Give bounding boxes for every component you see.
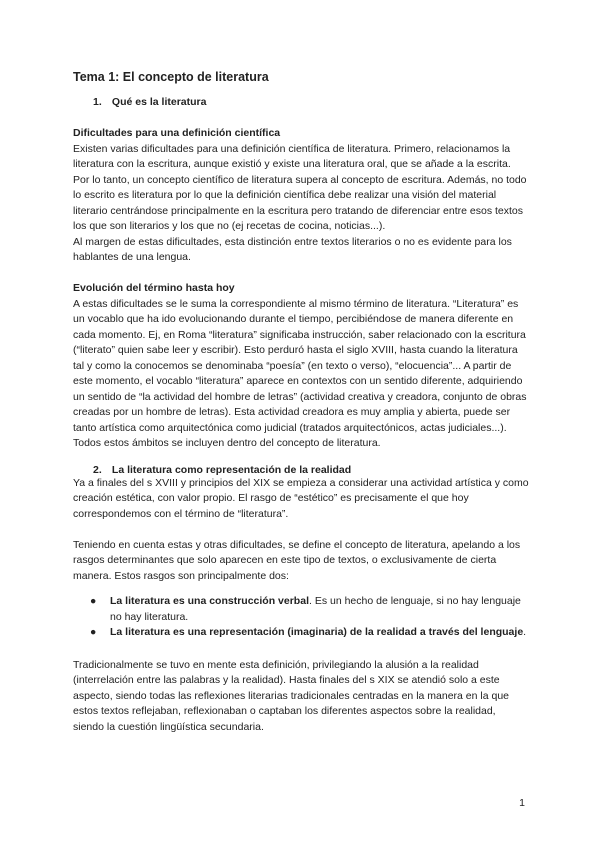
section-2-title: La literatura como representación de la realidad: [111, 463, 352, 476]
section-2-heading: [93, 464, 529, 476]
page-number: 1: [519, 797, 525, 809]
section-1-number: 1.: [93, 96, 102, 108]
spacer: [73, 522, 529, 538]
section-1-title: Qué es la literatura: [111, 96, 207, 108]
spacer: [73, 452, 529, 464]
bullet-list: [73, 594, 529, 641]
bullet-icon: ●: [90, 595, 97, 607]
list-item: [73, 594, 529, 625]
paragraph-representacion-1: Ya a finales del s XVIII y principios del XIX se empieza a considerar una actividad artística y como creación estética, con valor propio. El rasgo de “estético” es precisamente el que hoy correspondemos con el término de “literatura”.: [73, 476, 529, 520]
bullet-icon: ●: [90, 626, 97, 638]
page-title: Tema 1: El concepto de literatura: [73, 70, 269, 84]
subheading-dificultades: Dificultades para una definición científica: [73, 127, 281, 139]
section-1-heading: [93, 96, 529, 108]
spacer: [73, 584, 529, 594]
section-2-number: 2.: [93, 463, 102, 476]
spacer: [73, 641, 529, 658]
paragraph-evolucion: A estas dificultades se le suma la correspondiente al mismo término de literatura. “Literatura” es un vocablo que ha ido evolucionando durante el tiempo, percibiéndose de manera diferente en cada momento. Ej, en Roma “literatura” significaba instrucción, saber relacionado con la escritura (“literato” quien sabe leer y escribir). Esto perduró hasta el siglo XVIII, hasta cuando la literatura tal y como la conocemos se denominaba “poesía” (en texto o verso), “elocuencia”... A partir de este momento, el vocablo “literatura” aparece en contextos con un sentido diferente, adquiriendo un sentido de “la actividad del hombre de letras” (actividad creativa y creadora, conjunto de obras creadas por un hombre de letras). Esta actividad creadora es muy amplia y abierta, puede ser tanto artística como arquitectónica como judicial (tratados arquitectónicos, actas judiciales...). Todos estos ámbitos se incluyen dentro del concepto de literatura.: [73, 297, 527, 449]
paragraph-representacion-2: Teniendo en cuenta estas y otras dificultades, se define el concepto de literatura, apelando a los rasgos determinantes que solo aparecen en este tipo de textos, o exclusivamente de cierta manera. Estos rasgos son principalmente dos:: [73, 538, 521, 582]
paragraph-dificultades-1: Existen varias dificultades para una definición científica de literatura. Primero, relacionamos la literatura con la escritura, aunque existió y existe una literatura oral, que se añade a la escrita. Por lo tanto, un concepto científico de literatura supera al concepto de escritura. Además, no todo lo escrito es literatura por lo que la definición científica debe realizar una visión del material literario centrándose principalmente en la escritura pero tratando de diferenciar entre esos textos los que son literarios y los que no (ej recetas de cocina, noticias...).: [73, 142, 527, 232]
spacer: [73, 266, 529, 282]
paragraph-representacion-3: Tradicionalmente se tuvo en mente esta definición, privilegiando la alusión a la realidad (interrelación entre las palabras y la realidad). Hasta finales del s XIX se atendió solo a este aspecto, siendo todas las reflexiones literarias tradicionales centradas en la manera en la que estos textos reflejaban, reflexionaban o captaban los diferentes aspectos sobre la realidad, siendo la cuestión lingüística secundaria.: [73, 658, 510, 733]
bullet-text: .: [523, 626, 527, 638]
document-page: [73, 70, 529, 735]
bullet-bold-text: La literatura es una representación (imaginaria) de la realidad a través del lenguaje: [110, 626, 524, 638]
paragraph-dificultades-2: Al margen de estas dificultades, esta distinción entre textos literarios o no es evidente para los hablantes de una lengua.: [73, 235, 512, 263]
bullet-text: . Es un hecho de lenguaje, si no hay lenguaje no hay literatura.: [110, 595, 521, 623]
bullet-bold-text: La literatura es una construcción verbal: [110, 595, 309, 607]
subheading-evolucion: Evolución del término hasta hoy: [73, 282, 235, 294]
list-item: [73, 625, 529, 641]
